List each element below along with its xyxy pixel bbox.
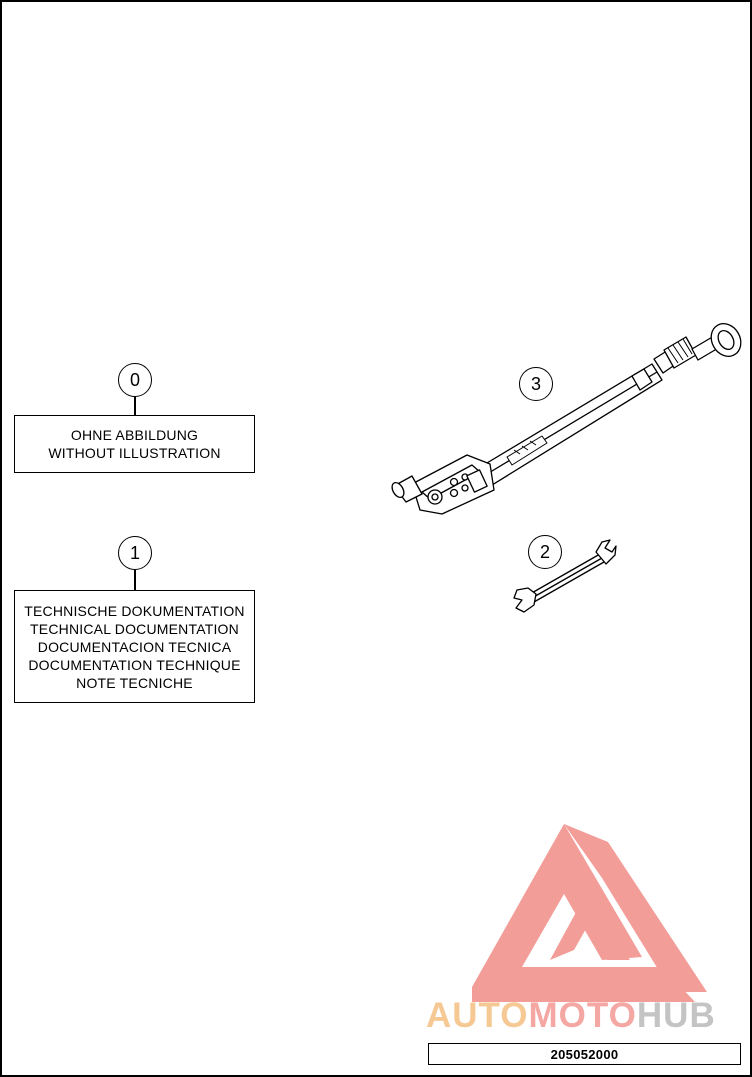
- box1-line-5: NOTE TECNICHE: [76, 674, 193, 691]
- watermark-auto: AUTO: [426, 996, 529, 1035]
- box1-line-1: TECHNISCHE DOKUMENTATION: [24, 602, 245, 619]
- open-end-wrench-icon: [2, 2, 752, 1077]
- callout-3: 3: [519, 367, 553, 401]
- callout-0: 0: [118, 363, 152, 397]
- box0-line-2: WITHOUT ILLUSTRATION: [48, 445, 221, 461]
- part-number: 205052000: [550, 1046, 619, 1062]
- callout-2: 2: [528, 535, 562, 569]
- box0-line-1: OHNE ABBILDUNG: [70, 427, 199, 443]
- part-number-box: [428, 1043, 741, 1065]
- box1-line-3: DOCUMENTACION TECNICA: [37, 638, 232, 655]
- callout-1: 1: [118, 536, 152, 570]
- watermark-moto: MOTO: [528, 996, 637, 1035]
- box1-line-4: DOCUMENTATION TECHNIQUE: [28, 656, 241, 673]
- box1-line-2: TECHNICAL DOCUMENTATION: [30, 620, 239, 637]
- watermark-hub: HUB: [636, 996, 716, 1035]
